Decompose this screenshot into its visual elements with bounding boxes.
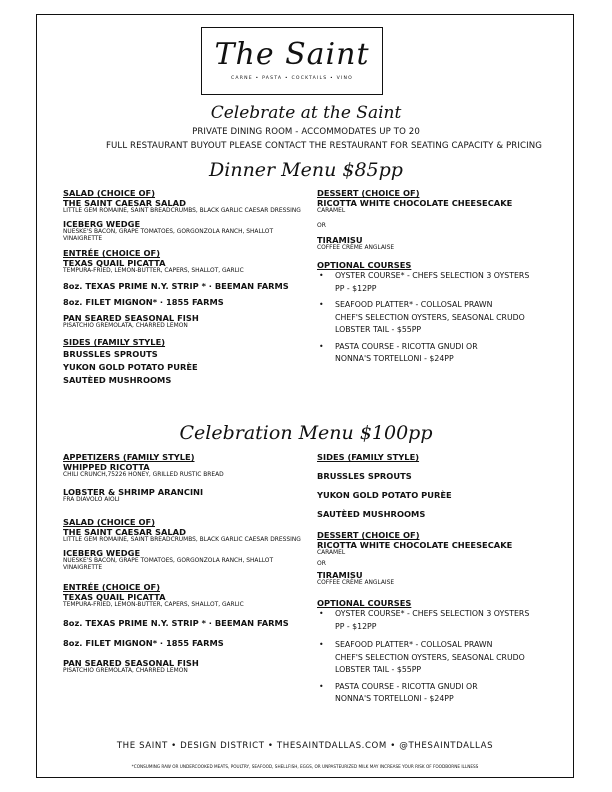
celebration-appetizer-desc: CHILI CRUNCH,75226 HONEY, GRILLED RUSTIC BREAD — [63, 472, 224, 478]
celebration-entree-item: PAN SEARED SEASONAL FISH — [63, 658, 199, 668]
celebration-dessert-item: TIRAMISU — [317, 570, 363, 580]
dinner-salad-item: THE SAINT CAESAR SALAD — [63, 198, 186, 208]
celebration-sides-heading: SIDES (FAMILY STYLE) — [317, 452, 420, 462]
dinner-salad-item: ICEBERG WEDGE — [63, 219, 141, 229]
footer: THE SAINT • DESIGN DISTRICT • THESAINTDALLAS.COM • @THESAINTDALLAS — [116, 741, 494, 751]
dinner-dessert-heading: DESSERT (CHOICE OF) — [317, 188, 420, 198]
dinner-menu-title: Dinner Menu $85pp — [209, 159, 403, 181]
celebration-appetizer-item: LOBSTER & SHRIMP ARANCINI — [63, 487, 204, 497]
dinner-entree-heading: ENTRÉE (CHOICE OF) — [63, 248, 161, 258]
celebration-salad-desc: LITTLE GEM ROMAINE, SAINT BREADCRUMBS, BLACK GARLIC CAESAR DRESSING — [63, 537, 301, 543]
logo — [201, 27, 383, 95]
celebration-appetizers-heading: APPETIZERS (FAMILY STYLE) — [63, 452, 195, 462]
celebration-dessert-desc: CARAMEL — [317, 550, 346, 556]
dinner-optional-seafood: • SEAFOOD PLATTER* - COLLOSAL PRAWN CHEF'S SELECTION OYSTERS, SEASONAL CRUDO LOBSTER TAIL - $55PP — [317, 299, 562, 337]
dinner-optional-heading: OPTIONAL COURSES — [317, 260, 412, 270]
dinner-side-item: YUKON GOLD POTATO PURÈE — [63, 362, 198, 372]
dinner-dessert-desc: COFFEE CRÈME ANGLAISE — [317, 245, 395, 251]
logo-tagline: CARNE • PASTA • COCKTAILS • VINO — [231, 76, 353, 81]
celebration-entree-item: 8oz. TEXAS PRIME N.Y. STRIP * · BEEMAN FARMS — [63, 618, 289, 628]
celebration-appetizer-desc: FRA DIAVOLO AIOLI — [63, 497, 120, 503]
celebration-optional-oyster: • OYSTER COURSE* - CHEFS SELECTION 3 OYSTERS PP - $12PP — [317, 608, 562, 633]
celebration-dessert-or: OR — [317, 560, 326, 567]
dinner-entree-desc: PISATCHIO GREMOLATA, CHARRED LEMON — [63, 323, 188, 329]
buyout-line: FULL RESTAURANT BUYOUT PLEASE CONTACT THE RESTAURANT FOR SEATING CAPACITY & PRICING — [106, 141, 542, 151]
celebration-dessert-desc: COFFEE CRÈME ANGLAISE — [317, 580, 395, 586]
dinner-entree-item: TEXAS QUAIL PICATTA — [63, 258, 166, 268]
celebration-entree-heading: ENTRÉE (CHOICE OF) — [63, 582, 161, 592]
dinner-entree-item: 8oz. TEXAS PRIME N.Y. STRIP * · BEEMAN FARMS — [63, 281, 289, 291]
private-room-line: PRIVATE DINING ROOM - ACCOMMODATES UP TO 20 — [192, 127, 420, 137]
disclaimer: *CONSUMING RAW OR UNDERCOOKED MEATS, POULTRY, SEAFOOD, SHELLFISH, EGGS, OR UNPASTEURIZED MILK MAY INCREASE YOUR RISK OF FOODBORNE ILLNESS — [131, 764, 479, 769]
dinner-side-item: BRUSSLES SPROUTS — [63, 349, 158, 359]
celebration-dessert-item: RICOTTA WHITE CHOCOLATE CHEESECAKE — [317, 540, 513, 550]
celebration-entree-desc: TEMPURA-FRIED, LEMON-BUTTER, CAPERS, SHALLOT, GARLIC — [63, 602, 244, 608]
dinner-dessert-item: RICOTTA WHITE CHOCOLATE CHEESECAKE — [317, 198, 513, 208]
celebration-side-item: SAUTÈED MUSHROOMS — [317, 509, 426, 519]
celebration-side-item: BRUSSLES SPROUTS — [317, 471, 412, 481]
dinner-salad-heading: SALAD (CHOICE OF) — [63, 188, 156, 198]
celebration-menu-title: Celebration Menu $100pp — [179, 422, 433, 444]
celebration-appetizer-item: WHIPPED RICOTTA — [63, 462, 150, 472]
celebration-dessert-heading: DESSERT (CHOICE OF) — [317, 530, 420, 540]
dinner-dessert-or: OR — [317, 222, 326, 229]
celebration-optional-heading: OPTIONAL COURSES — [317, 598, 412, 608]
celebration-salad-heading: SALAD (CHOICE OF) — [63, 517, 156, 527]
dinner-entree-item: PAN SEARED SEASONAL FISH — [63, 313, 199, 323]
dinner-optional-oyster: • OYSTER COURSE* - CHEFS SELECTION 3 OYSTERS PP - $12PP — [317, 270, 562, 295]
dinner-left-column — [63, 188, 313, 385]
celebration-entree-item: TEXAS QUAIL PICATTA — [63, 592, 166, 602]
celebration-entree-item: 8oz. FILET MIGNON* · 1855 FARMS — [63, 638, 224, 648]
celebration-salad-desc: NUESKE'S BACON, GRAPE TOMATOES, GORGONZOLA RANCH, SHALLOT VINAIGRETTE — [63, 558, 274, 571]
celebration-left-column — [63, 452, 313, 675]
logo-name: The Saint — [214, 37, 370, 72]
celebration-salad-item: ICEBERG WEDGE — [63, 548, 141, 558]
celebration-salad-item: THE SAINT CAESAR SALAD — [63, 527, 186, 537]
dinner-salad-desc: NUESKE'S BACON, GRAPE TOMATOES, GORGONZOLA RANCH, SHALLOT VINAIGRETTE — [63, 229, 274, 242]
celebrate-title: Celebrate at the Saint — [210, 103, 402, 123]
dinner-entree-item: 8oz. FILET MIGNON* · 1855 FARMS — [63, 297, 224, 307]
dinner-side-item: SAUTÈED MUSHROOMS — [63, 375, 172, 385]
celebration-optional-pasta: • PASTA COURSE - RICOTTA GNUDI OR NONNA'S TORTELLONI - $24PP — [317, 681, 562, 706]
celebration-side-item: YUKON GOLD POTATO PURÈE — [317, 490, 452, 500]
celebration-right-column — [317, 452, 562, 706]
dinner-salad-desc: LITTLE GEM ROMAINE, SAINT BREADCRUMBS, BLACK GARLIC CAESAR DRESSING — [63, 208, 301, 214]
dinner-right-column — [317, 188, 562, 366]
celebration-optional-seafood: • SEAFOOD PLATTER* - COLLOSAL PRAWN CHEF'S SELECTION OYSTERS, SEASONAL CRUDO LOBSTER TAIL - $55PP — [317, 639, 562, 677]
dinner-dessert-item: TIRAMISU — [317, 235, 363, 245]
dinner-entree-desc: TEMPURA-FRIED, LEMON-BUTTER, CAPERS, SHALLOT, GARLIC — [63, 268, 244, 274]
dinner-dessert-desc: CARAMEL — [317, 208, 346, 214]
celebration-entree-desc: PISATCHIO GREMOLATA, CHARRED LEMON — [63, 668, 188, 674]
dinner-optional-pasta: • PASTA COURSE - RICOTTA GNUDI OR NONNA'S TORTELLONI - $24PP — [317, 341, 562, 366]
dinner-sides-heading: SIDES (FAMILY STYLE) — [63, 337, 166, 347]
